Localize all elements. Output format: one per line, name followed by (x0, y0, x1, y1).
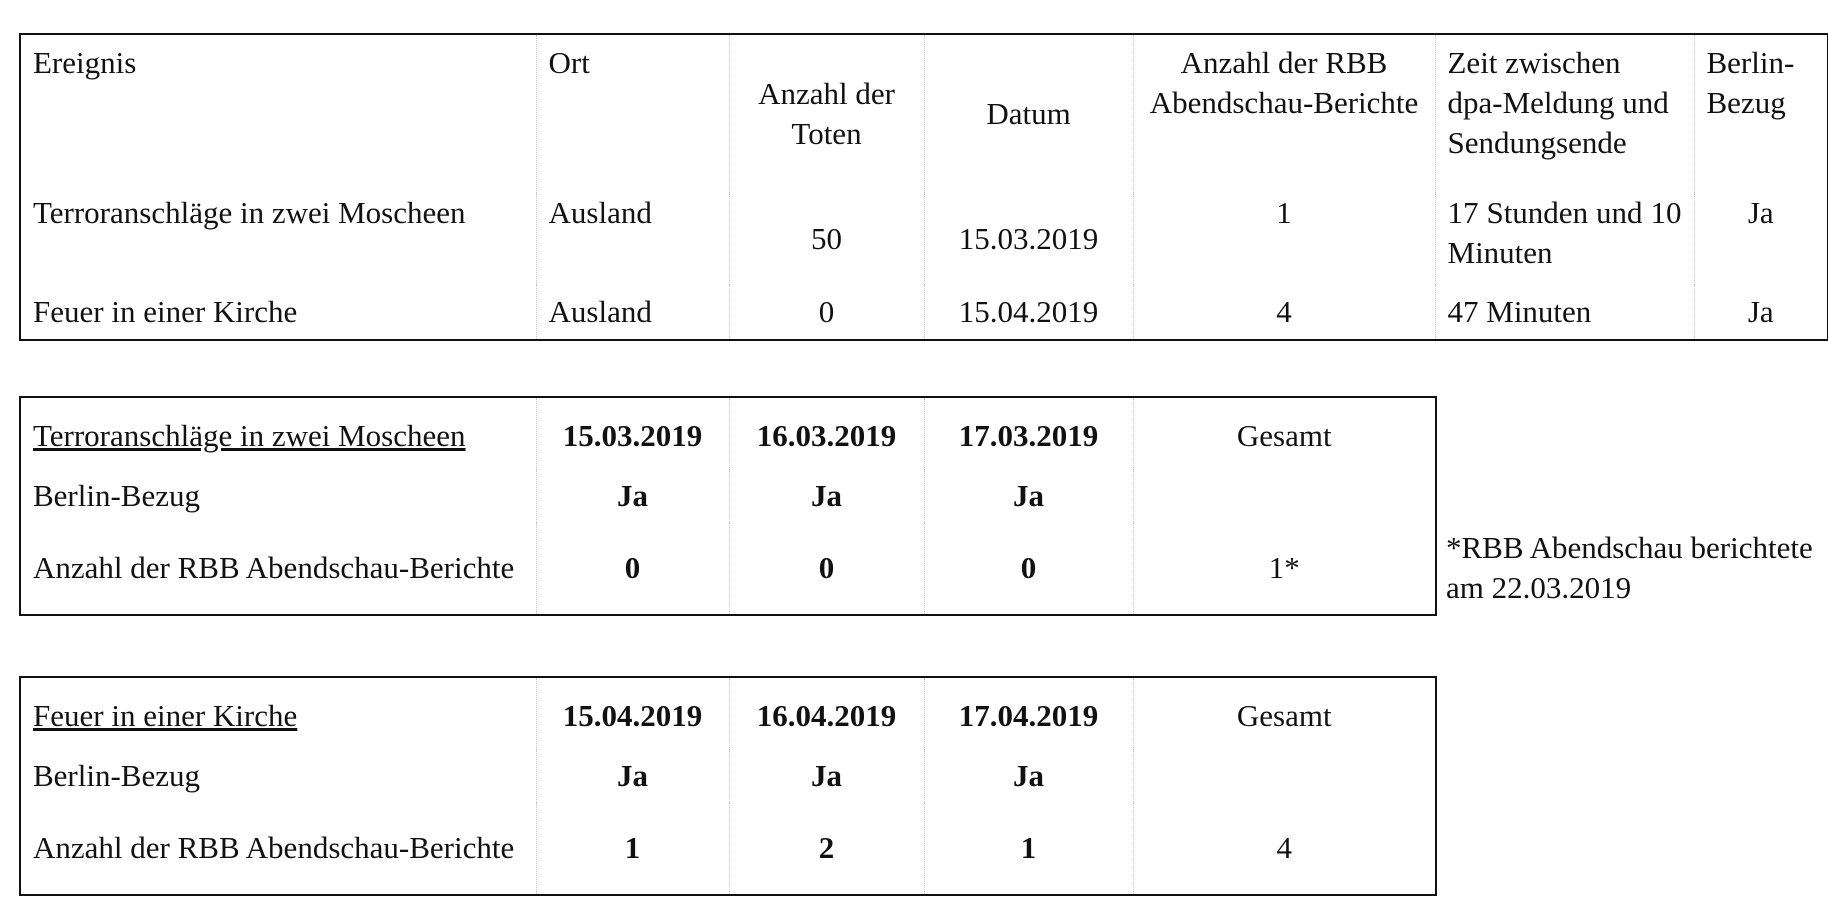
header-date: Datum (924, 34, 1133, 193)
reports-value: 0 (536, 522, 729, 615)
header-reports: Anzahl der RBB Abendschau-Berichte (1133, 34, 1435, 193)
header-time-between: Zeit zwischen dpa-Meldung und Sendungsende (1435, 34, 1694, 193)
date-cell: 15.04.2019 (924, 285, 1133, 340)
total-header: Gesamt (1133, 677, 1436, 750)
date-header: 17.03.2019 (924, 397, 1133, 470)
berlin-total (1133, 750, 1436, 802)
berlin-value: Ja (729, 470, 924, 522)
table-row (20, 802, 1436, 895)
header-berlin: Berlin-Bezug (1694, 34, 1828, 193)
deaths-cell: 0 (729, 285, 924, 340)
table-row (20, 750, 1436, 802)
berlin-label: Berlin-Bezug (33, 478, 201, 513)
event-cell: Feuer in einer Kirche (33, 294, 298, 329)
date-header: 15.04.2019 (536, 677, 729, 750)
time-between-cell: 17 Stunden und 10 Minuten (1435, 193, 1694, 285)
footnote: *RBB Abendschau berichtete am 22.03.2019 (1446, 530, 1813, 605)
table-row (20, 677, 1436, 750)
events-table-header-row (20, 34, 1828, 193)
table-row (20, 193, 1828, 285)
events-table (19, 33, 1828, 341)
berlin-value: Ja (729, 750, 924, 802)
berlin-cell: Ja (1694, 193, 1828, 285)
event-cell: Terroranschläge in zwei Moscheen (33, 195, 466, 230)
time-between-cell: 47 Minuten (1435, 285, 1694, 340)
reports-total: 1* (1133, 522, 1436, 615)
reports-value: 0 (729, 522, 924, 615)
berlin-value: Ja (536, 750, 729, 802)
reports-total: 4 (1133, 802, 1436, 895)
table-row (20, 285, 1828, 340)
church-table (19, 676, 1437, 896)
reports-label: Anzahl der RBB Abendschau-Berichte (33, 830, 515, 865)
reports-label: Anzahl der RBB Abendschau-Berichte (33, 550, 515, 585)
berlin-cell: Ja (1694, 285, 1828, 340)
reports-cell: 4 (1133, 285, 1435, 340)
table-row (20, 522, 1436, 615)
reports-cell: 1 (1133, 193, 1435, 285)
deaths-cell: 50 (729, 193, 924, 285)
date-header: 16.04.2019 (729, 677, 924, 750)
berlin-value: Ja (536, 470, 729, 522)
berlin-label: Berlin-Bezug (33, 758, 201, 793)
berlin-total (1133, 470, 1436, 522)
church-table-title: Feuer in einer Kirche (33, 698, 298, 733)
total-header: Gesamt (1133, 397, 1436, 470)
header-location: Ort (536, 34, 729, 193)
header-event: Ereignis (33, 45, 137, 80)
date-header: 15.03.2019 (536, 397, 729, 470)
reports-value: 1 (924, 802, 1133, 895)
table-row (20, 470, 1436, 522)
reports-value: 2 (729, 802, 924, 895)
reports-value: 0 (924, 522, 1133, 615)
date-cell: 15.03.2019 (924, 193, 1133, 285)
location-cell: Ausland (536, 285, 729, 340)
location-cell: Ausland (536, 193, 729, 285)
mosques-table (19, 396, 1437, 616)
berlin-value: Ja (924, 470, 1133, 522)
mosques-table-title: Terroranschläge in zwei Moscheen (33, 418, 466, 453)
reports-value: 1 (536, 802, 729, 895)
berlin-value: Ja (924, 750, 1133, 802)
date-header: 16.03.2019 (729, 397, 924, 470)
header-deaths: Anzahl der Toten (729, 34, 924, 193)
table-row (20, 397, 1436, 470)
date-header: 17.04.2019 (924, 677, 1133, 750)
